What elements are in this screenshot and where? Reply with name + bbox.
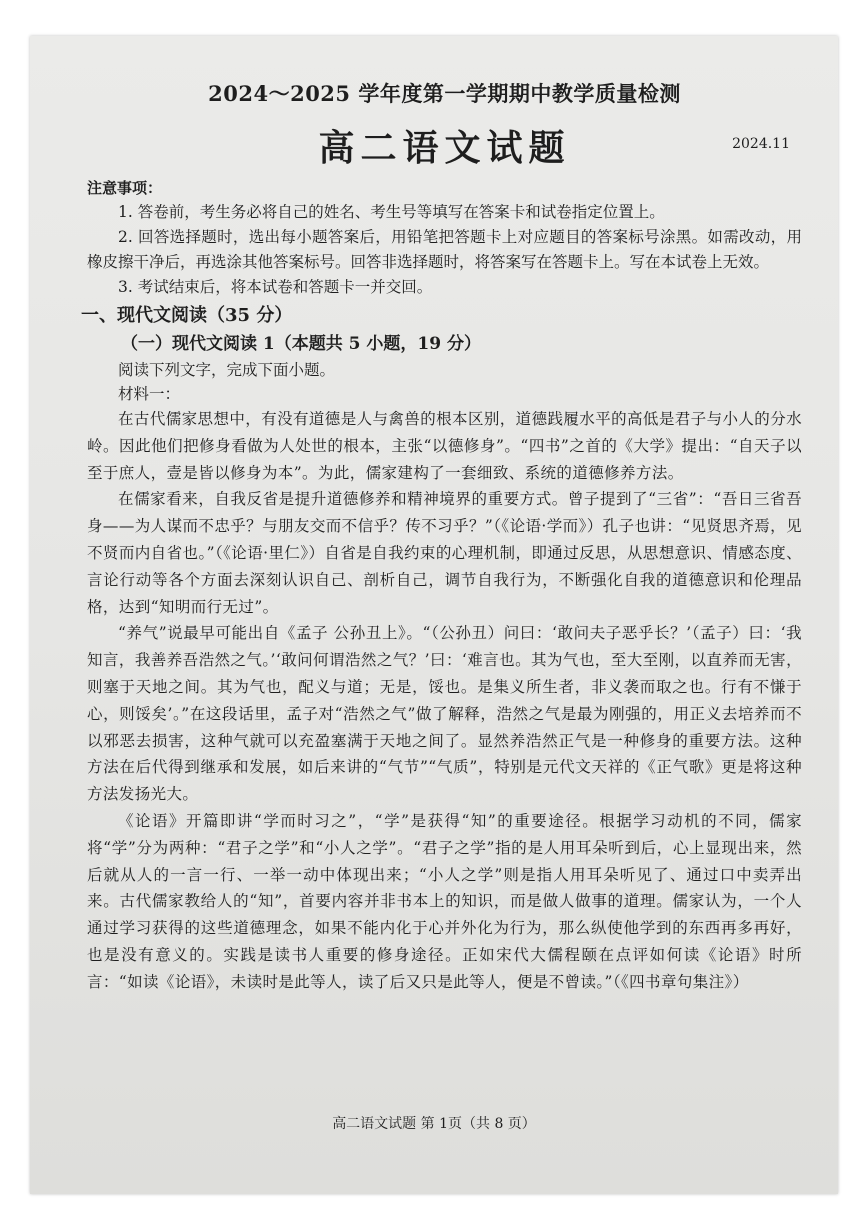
title-row [87,120,802,176]
passage-paragraph: 在儒家看来，自我反省是提升道德修养和精神境界的重要方式。曾子提到了“三省”：“吾日三省吾身——为人谋而不忠乎？与朋友交而不信乎？传不习乎？”（《论语·学而》）孔子也讲：“见贤思齐焉，见不贤而内自省也。”（《论语·里仁》）自省是自我约束的心理机制，即通过反思，从思想意识、情感态度、言论行动等各个方面去深刻认识自己、剖析自己，调节自我行为，不断强化自我的道德意识和伦理品格，达到“知明而行无过”。 [87,490,802,616]
notice-item: 2. 回答选择题时，选出每小题答案后，用铅笔把答题卡上对应题目的答案标号涂黑。如需改动，用橡皮擦干净后，再选涂其他答案标号。回答非选择题时，将答案写在答题卡上。写在本试卷上无效。 [87,228,803,271]
notice-item: 1. 答卷前，考生务必将自己的姓名、考生号等填写在答案卡和试卷指定位置上。 [118,203,665,221]
notice-item: 3. 考试结束后，将本试卷和答题卡一并交回。 [118,278,433,296]
subsection-title: （一）现代文阅读 1（本题共 5 小题，19 分） [121,334,481,354]
page-footer: 高二语文试题 第 1页（共 8 页） [332,1116,536,1132]
exam-paper-sheet [30,36,838,1194]
exam-title: 2024～2025 学年度第一学期期中教学质量检测 [208,81,681,106]
notice-title: 注意事项： [87,179,163,197]
passage-paragraph: 在古代儒家思想中，有没有道德是人与禽兽的根本区别，道德践履水平的高低是君子与小人的分水岭。因此他们把修身看做为人处世的根本，主张“以德修身”。“四书”之首的《大学》提出：“自天子以至于庶人，壹是皆以修身为本”。为此，儒家建构了一套细致、系统的道德修养方法。 [87,410,802,482]
exam-date: 2024.11 [732,136,790,152]
reading-instruction: 阅读下列文字，完成下面小题。 [118,361,336,379]
page-content [81,78,803,996]
section-title: 一、现代文阅读（35 分） [81,305,293,326]
material-label: 材料一： [118,385,181,403]
passage-paragraph: “养气”说最早可能出自《孟子 公孙丑上》。“（公孙丑）问曰：‘敢问夫子恶乎长？’（孟子）曰：‘我知言，我善养吾浩然之气。’‘敢问何谓浩然之气？’曰：‘难言也。其为气也，至大至刚，以直养而无害，则塞于天地之间。其为气也，配义与道；无是，馁也。是集义所生者，非义袭而取之也。行有不慊于心，则馁矣’。”在这段话里，孟子对“浩然之气”做了解释，浩然之气是最为刚强的，用正义去培养而不以邪恶去损害，这种气就可以充盈塞满于天地之间了。显然养浩然正气是一种修身的重要方法。这种方法在后代得到继承和发展，如后来讲的“气节”“气质”，特别是元代文天祥的《正气歌》更是将这种方法发扬光大。 [87,624,802,804]
main-title: 高二语文试题 [318,127,571,169]
passage-paragraph: 《论语》开篇即讲“学而时习之”，“学”是获得“知”的重要途径。根据学习动机的不同，儒家将“学”分为两种：“君子之学”和“小人之学”。“君子之学”指的是人用耳朵听到后，心上显现出来，然后就从人的一言一行、一举一动中体现出来；“小人之学”则是指人用耳朵听见了、通过口中卖弄出来。古代儒家教给人的“知”，首要内容并非书本上的知识，而是做人做事的道理。儒家认为，一个人通过学习获得的这些道德理念，如果不能内化于心并外化为行为，那么纵使他学到的东西再多再好，也是没有意义的。实践是读书人重要的修身途径。正如宋代大儒程颐在点评如何读《论语》时所言：“如读《论语》，未读时是此等人，读了后又只是此等人，便是不曾读。”（《四书章句集注》） [87,811,802,991]
